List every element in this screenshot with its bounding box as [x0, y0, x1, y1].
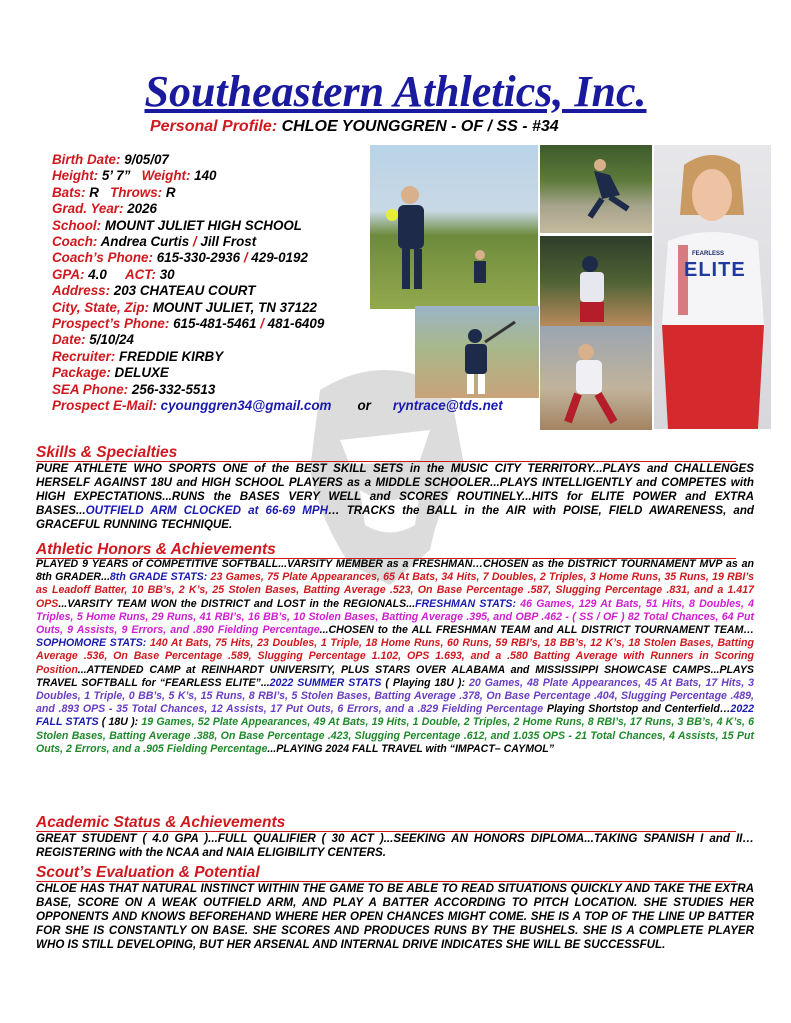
fielding-player-icon: [540, 236, 652, 326]
player-figure-icon: [370, 145, 538, 309]
coach-label: Coach:: [52, 234, 98, 250]
scout-heading: Scout’s Evaluation & Potential: [36, 864, 736, 882]
sophomore-label: SOPHOMORE STATS:: [36, 637, 147, 650]
birth-value: 9/05/07: [124, 152, 169, 167]
honors-intro: PLAYED 9 YEARS of COMPETITIVE SOFTBALL...VARSITY MEMBER as a FRESHMAN…CHOSEN as the DISTRICT TOURNAMENT MVP as an 8th GRADER...: [36, 558, 754, 584]
coach-phone-label: Coach’s Phone:: [52, 250, 153, 266]
throws-label: Throws:: [110, 184, 163, 200]
grad-value: 2026: [127, 201, 157, 217]
summer-stats: 20 Games, 48 Plate Appearances, 45 At Bats, 17 Hits, 3 Doubles, 1 Triple, 0 BB’s, 5 K’s, 15 Runs, 8 RBI’s, 5 Stolen Bases, Batting Average .378, On Base Percentage .404, Slugging Percentage .489, and .893 OPS - 35 Total Chances, 12 Assists, 17 Put Outs, 6 Errors, and a .829 Fielding Percentage: [36, 676, 755, 716]
personal-info: [52, 152, 503, 415]
date-row: [52, 332, 382, 348]
school-row: [52, 218, 382, 234]
sea-label: SEA Phone:: [52, 381, 129, 397]
skills-heading: Skills & Specialties: [36, 444, 736, 462]
prospect-phone-row: [52, 316, 382, 332]
coach-phone-1: 615-330-2936: [156, 250, 241, 266]
city-row: [52, 300, 382, 316]
jersey-text: ELITE: [684, 259, 746, 281]
coach-value-2: Jill Frost: [200, 234, 257, 250]
bats-row: [52, 185, 382, 201]
email-link-1[interactable]: cyounggren34@gmail.com: [160, 398, 332, 414]
summer-label: 2022 SUMMER STATS: [269, 676, 382, 689]
act-value: 30: [159, 266, 175, 282]
city-label: City, State, Zip:: [52, 299, 149, 315]
height-row: [52, 168, 382, 184]
prospect-phone-label: Prospect’s Phone:: [52, 316, 170, 332]
running-player-icon: [540, 326, 652, 430]
profile-line: [150, 118, 559, 136]
profile-value: CHLOE YOUNGGREN - OF / SS - #34: [281, 118, 559, 135]
birth-label: Birth Date:: [52, 152, 121, 167]
address-row: [52, 283, 382, 299]
gpa-row: [52, 267, 382, 283]
skills-text-1: PURE ATHLETE WHO SPORTS ONE of the BEST SKILL SETS in the MUSIC CITY TERRITORY...PLAYS and CHALLENGES HERSELF AGAINST 18U and HIGH SCHOOL PLAYERS as a MIDDLE SCHOOLER...PLAYS INTELLIGENTLY and COMPETES with HIGH EXPECTATIONS...RUNS the BASES VERY WELL and SCORES ROUTINELY...HITS for ELITE POWER and EXTRA BASES...: [36, 462, 754, 517]
honors-positions: Playing Shortstop and Centerfield…: [543, 703, 731, 716]
scout-text: CHLOE HAS THAT NATURAL INSTINCT WITHIN THE GAME TO BE ABLE TO READ SITUATIONS QUICKLY AND TAKE THE EXTRA BASE, SCORE ON A WEAK OUTFIELD ARM, AND PLAY A BATTER ACCORDING TO PITCH LOCATION. SHE STUDIES HER OPPONENTS AND KNOWS BEFOREHAND WHERE HER OPEN CHANCES MIGHT COME. SHE IS A TOP OF THE LINE UP BATTER FOR SHE IS CONSTANTLY ON BASE. SHE SCORES AND PRODUCES RUNS BY THE BUSHELS. SHE IS A COMPLETE PLAYER WHO IS STILL DEVELOPING, BUT HER ARSENAL AND INTERNAL DRIVE INDICATES SHE WILL BE SUCCESSFUL.: [36, 882, 754, 951]
email-label: Prospect E-Mail:: [52, 398, 157, 414]
eighth-grade-label: 8th GRADE STATS:: [109, 571, 208, 584]
honors-district: ...VARSITY TEAM WON the DISTRICT and LOST in the REGIONALS...: [58, 597, 416, 610]
recruiter-label: Recruiter:: [52, 348, 116, 364]
gpa-label: GPA:: [52, 266, 85, 282]
freshman-stats: 46 Games, 129 At Bats, 51 Hits, 8 Doubles, 4 Triples, 5 Home Runs, 29 Runs, 41 RBI’s, 16 BB’s, 10 Stolen Bases, Batting Average .395, and OBP .462 - ( SS / OF ) 82 Total Chances, 64 Put Outs, 9 Assists, 9 Errors, and .890 Fielding Percentage: [36, 597, 755, 637]
skills-text-2: … TRACKS the BALL in the AIR with POISE, FIELD AWARENESS, and GRACEFUL RUNNING TECHNIQUE.: [36, 504, 754, 531]
sea-row: [52, 382, 382, 398]
honors-text: [36, 558, 754, 756]
bats-label: Bats:: [52, 184, 86, 200]
act-label: ACT:: [124, 266, 156, 282]
freshman-label: FRESHMAN STATS:: [415, 597, 517, 610]
email-link-2[interactable]: ryntrace@tds.net: [392, 398, 503, 414]
honors-heading: Athletic Honors & Achievements: [36, 541, 736, 559]
summer-note: ( Playing 18U ):: [381, 676, 465, 689]
prospect-phone-2: 481-6409: [267, 316, 325, 332]
gpa-value: 4.0: [88, 266, 107, 282]
package-row: [52, 365, 382, 381]
skills-text: [36, 462, 754, 532]
coach-value-1: Andrea Curtis: [100, 234, 190, 250]
weight-value: 140: [194, 168, 217, 184]
birth-row: [52, 152, 382, 168]
date-label: Date:: [52, 332, 86, 348]
photo-leaping-catch: [540, 145, 652, 233]
honors-fall-travel: ...PLAYING 2024 FALL TRAVEL with “IMPACT– CAYMOL”: [267, 742, 555, 755]
school-label: School:: [52, 217, 102, 233]
academic-heading: Academic Status & Achievements: [36, 814, 736, 832]
portrait-player-icon: [654, 145, 771, 429]
bats-value: R: [89, 184, 99, 200]
address-label: Address:: [52, 283, 111, 299]
sophomore-stats: 140 At Bats, 75 Hits, 23 Doubles, 1 Triple, 18 Home Runs, 60 Runs, 59 RBI’s, 18 BB’s, 12 K’s, 18 Stolen Bases, Batting Average .536, On Base Percentage .589, Slugging Percentage 1.102, OPS 1.693, and a .580 Batting Average with Runners in Scoring Position: [36, 637, 754, 676]
package-label: Package:: [52, 365, 111, 381]
honors-all-freshman: ...CHOSEN to the ALL FRESHMAN TEAM and ALL DISTRICT TOURNAMENT TEAM…: [319, 624, 755, 637]
eighth-grade-stats: 23 Games, 75 Plate Appearances, 65 At Bats, 34 Hits, 7 Doubles, 2 Triples, 3 Home Runs, 35 Runs, 19 RBI’s as Leadoff Batter, 10 BB’s, 2 K’s, 25 Stolen Bases, Batting Average .523, On Base Percentage .587, Slugging Percentage .831, and a 1.417 OPS: [36, 571, 755, 610]
profile-label: Personal Profile:: [150, 118, 278, 135]
jersey-top-text: FEARLESS: [692, 251, 725, 257]
grad-row: [52, 201, 382, 217]
photo-main-portrait: [654, 145, 771, 429]
school-value: MOUNT JULIET HIGH SCHOOL: [104, 217, 302, 233]
prospect-phone-sep: /: [260, 316, 264, 332]
grad-label: Grad. Year:: [52, 201, 124, 217]
date-value: 5/10/24: [89, 332, 134, 348]
recruiter-value: FREDDIE KIRBY: [119, 348, 224, 364]
batting-player-icon: [415, 306, 539, 398]
honors-camps: ...ATTENDED CAMP at REINHARDT UNIVERSITY, PLUS STARS OVER ALABAMA and MISSISSIPPI SHOWCASE CAMPS...PLAYS TRAVEL SOFTBALL for “FEARLESS ELITE”...: [36, 663, 754, 689]
prospect-phone-1: 615-481-5461: [173, 316, 257, 332]
fall-label: 2022 FALL STATS: [36, 703, 754, 729]
company-title: Southeastern Athletics, Inc.: [144, 67, 647, 116]
leaping-player-icon: [540, 145, 652, 233]
address-value: 203 CHATEAU COURT: [113, 283, 256, 299]
photo-portrait-glove: [370, 145, 538, 309]
academic-text: GREAT STUDENT ( 4.0 GPA )...FULL QUALIFIER ( 30 ACT )...SEEKING AN HONORS DIPLOMA...TAKING SPANISH I and II…REGISTERING with the NCAA and NAIA ELIGIBILITY CENTERS.: [36, 832, 754, 859]
photo-fielding: [540, 236, 652, 326]
email-or: or: [357, 398, 371, 414]
photo-running: [540, 326, 652, 430]
coach-sep: /: [192, 234, 197, 250]
recruiter-row: [52, 349, 382, 365]
coach-phone-sep: /: [243, 250, 248, 266]
coach-row: [52, 234, 382, 250]
photo-batting: [415, 306, 539, 398]
city-value: MOUNT JULIET, TN 37122: [152, 299, 317, 315]
skills-arm-speed: OUTFIELD ARM CLOCKED at 66-69 MPH: [85, 504, 329, 517]
height-value: 5’ 7”: [101, 168, 131, 184]
height-label: Height:: [52, 168, 99, 184]
throws-value: R: [165, 184, 176, 200]
package-value: DELUXE: [114, 365, 169, 381]
sea-value: 256-332-5513: [131, 381, 216, 397]
fall-stats: 19 Games, 52 Plate Appearances, 49 At Bats, 19 Hits, 1 Double, 2 Triples, 2 Home Runs, 8 RBI’s, 17 Runs, 3 BB’s, 4 K’s, 6 Stolen Bases, Batting Average .388, On Base Percentage .423, Slugging Percentage .612, and 1.035 OPS - 21 Total Chances, 4 Assists, 15 Put Outs, 2 Errors, and a .905 Fielding Percentage: [36, 716, 754, 755]
fall-note: ( 18U ):: [98, 716, 139, 729]
coach-phone-row: [52, 250, 382, 266]
coach-phone-2: 429-0192: [251, 250, 308, 266]
weight-label: Weight:: [141, 168, 191, 184]
email-row: [52, 398, 503, 414]
